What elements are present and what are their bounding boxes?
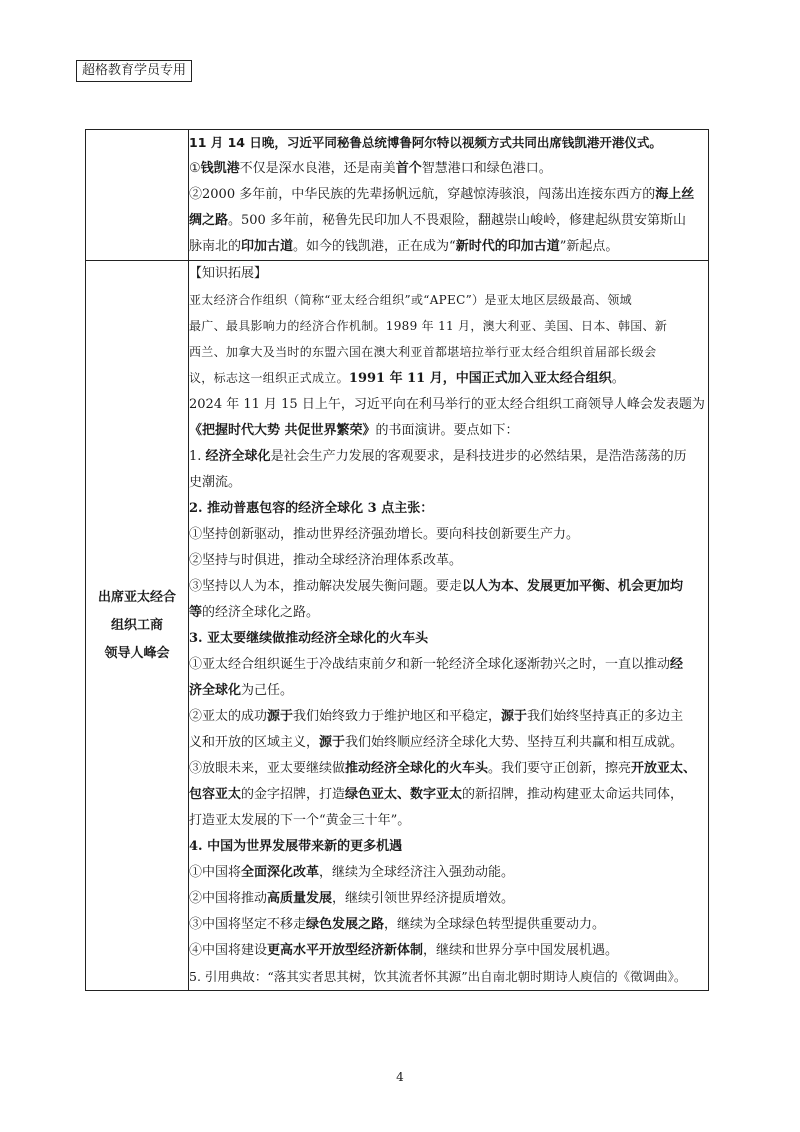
intro-line: 西兰、加拿大及当时的东盟六国在澳大利亚首都堪培拉举行亚太经合组织首届部长级会 xyxy=(189,345,657,359)
brand-label: 超格教育学员专用 xyxy=(76,60,192,82)
point-2-heading: 2. 推动普惠包容的经济全球化 3 点主张： xyxy=(189,501,434,516)
point-2-item: ③坚持以人为本，推动解决发展失衡问题。要走以人为本、发展更加平衡、机会更加均 xyxy=(189,579,684,594)
row1-line: ②2000 多年前，中华民族的先辈扬帆远航，穿越惊涛骇浪，闯荡出连接东西方的海上丝 xyxy=(189,187,695,202)
point-3-item: ③放眼未来，亚太要继续做推动经济全球化的火车头。我们要守正创新，擦亮开放亚太、 xyxy=(189,761,697,776)
point-3-item: ②亚太的成功源于我们始终致力于维护地区和平稳定，源于我们始终坚持真正的多边主 xyxy=(189,709,684,724)
row1-content-cell xyxy=(189,130,709,261)
point-1: 1. 经济全球化是社会生产力发展的客观要求，是科技进步的必然结果，是浩浩荡荡的历 xyxy=(189,449,687,464)
point-3-item: ①亚太经合组织诞生于冷战结束前夕和新一轮经济全球化逐渐勃兴之时，一直以推动经 xyxy=(189,657,684,672)
speech-intro: 2024 年 11 月 15 日上午，习近平向在利马举行的亚太经合组织工商领导人峰会发表题为 xyxy=(189,397,705,412)
row2-label-cell xyxy=(86,261,189,991)
row1-line: ①钱凯港不仅是深水良港，还是南美首个智慧港口和绿色港口。 xyxy=(189,161,552,176)
intro-line: 议，标志这一组织正式成立。1991 年 11 月，中国正式加入亚太经合组织。 xyxy=(189,371,625,386)
row2-content-cell xyxy=(189,261,709,991)
intro-line: 最广、最具影响力的经济合作机制。1989 年 11 月，澳大利亚、美国、日本、韩国、新 xyxy=(189,319,668,333)
row1-line: 脉南北的印加古道。如今的钱凯港，正在成为“新时代的印加古道”新起点。 xyxy=(189,239,619,254)
row1-label-cell xyxy=(86,130,189,261)
point-5: 5. 引用典故：“落其实者思其树，饮其流者怀其源”出自南北朝时期诗人庾信的《徵调曲》。 xyxy=(189,969,687,984)
row1-line: 11 月 14 日晚，习近平同秘鲁总统博鲁阿尔特以视频方式共同出席钱凯港开港仪式。 xyxy=(189,135,662,150)
point-2-item: ①坚持创新驱动，推动世界经济强劲增长。要向科技创新要生产力。 xyxy=(189,527,580,542)
table-row xyxy=(86,130,709,261)
point-2-item: 等的经济全球化之路。 xyxy=(189,605,320,620)
point-3-item: 济全球化为己任。 xyxy=(189,683,294,698)
speech-intro: 《把握时代大势 共促世界繁荣》的书面演讲。要点如下： xyxy=(189,423,519,438)
table-row xyxy=(86,261,709,991)
point-3-item: 打造亚太发展的下一个“黄金三十年”。 xyxy=(189,813,411,828)
point-4-item: ②中国将推动高质量发展，继续引领世界经济提质增效。 xyxy=(189,891,515,906)
section-heading: 【知识拓展】 xyxy=(189,266,268,281)
page-number: 4 xyxy=(396,1070,404,1084)
point-4-item: ①中国将全面深化改革，继续为全球经济注入强劲动能。 xyxy=(189,865,515,880)
row-label: 出席亚太经合 组织工商 领导人峰会 xyxy=(97,589,176,661)
point-4-item: ④中国将建设更高水平开放型经济新体制，继续和世界分享中国发展机遇。 xyxy=(189,943,619,958)
point-4-heading: 4. 中国为世界发展带来新的更多机遇 xyxy=(189,839,403,854)
point-2-item: ②坚持与时俱进，推动全球经济治理体系改革。 xyxy=(189,553,463,568)
point-3-heading: 3. 亚太要继续做推动经济全球化的火车头 xyxy=(189,631,429,646)
intro-line: 亚太经济合作组织（简称“亚太经合组织”或“APEC”）是亚太地区层级最高、领域 xyxy=(189,293,632,307)
content-table xyxy=(85,129,709,991)
point-3-item: 包容亚太的金字招牌，打造绿色亚太、数字亚太的新招牌，推动构建亚太命运共同体， xyxy=(189,787,684,802)
point-1: 史潮流。 xyxy=(189,475,242,490)
point-4-item: ③中国将坚定不移走绿色发展之路，继续为全球绿色转型提供重要动力。 xyxy=(189,917,606,932)
row1-line: 绸之路。500 多年前，秘鲁先民印加人不畏艰险，翻越崇山峻岭，修建起纵贯安第斯山 xyxy=(189,213,686,228)
point-3-item: 义和开放的区域主义，源于我们始终顺应经济全球化大势、坚持互利共赢和相互成就。 xyxy=(189,735,684,750)
